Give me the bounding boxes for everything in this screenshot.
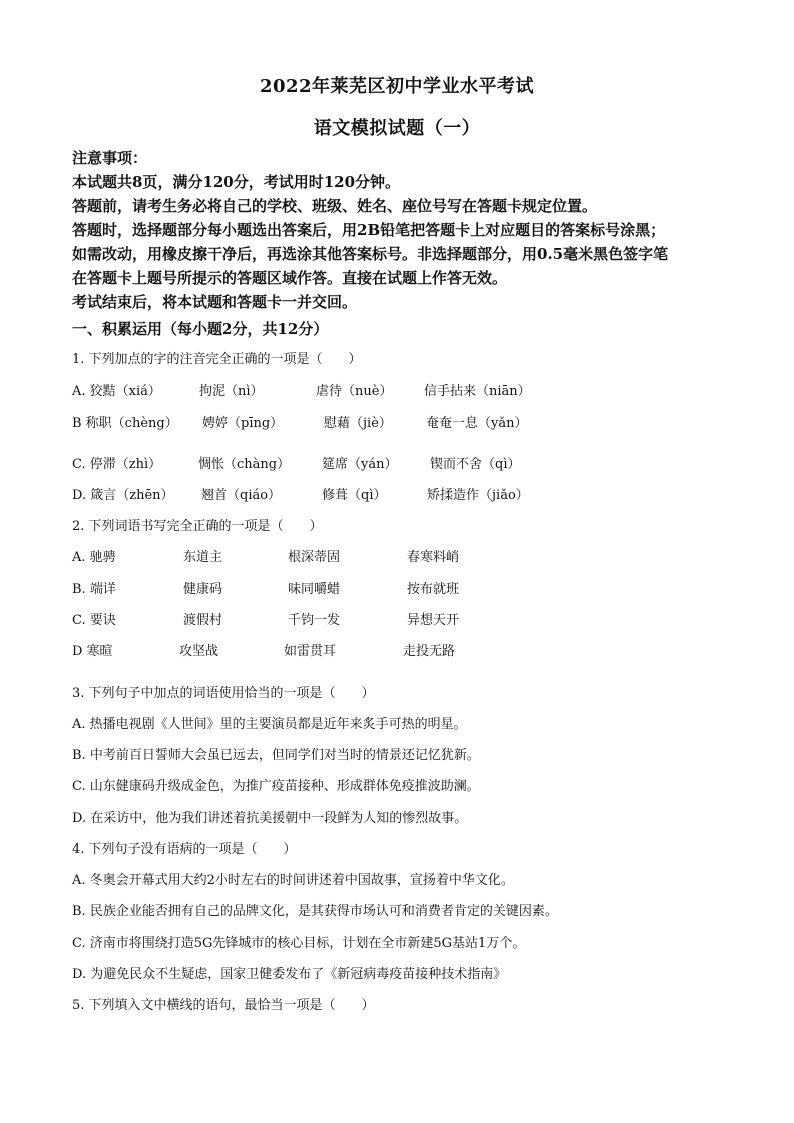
question-2-option-c	[72, 609, 732, 629]
question-2-stem: 2. 下列词语书写完全正确的一项是（ ）	[72, 519, 323, 534]
option-item: D. 箴言（zhēn）	[72, 488, 174, 503]
option-item: 修葺（qì）	[322, 488, 387, 503]
option-item: 矫揉造作（jiǎo）	[427, 488, 529, 503]
option-item: 如雷贯耳	[284, 644, 337, 659]
option-item: 根深蒂固	[288, 550, 341, 565]
option-item: 千钧一发	[288, 613, 341, 628]
option-item: 信手拈来（niān）	[424, 384, 531, 399]
option-item: 拘泥（nì）	[199, 384, 264, 399]
notes-line: 如需改动，用橡皮擦干净后，再选涂其他答案标号。非选择题部分，用0.5毫米黑色签字笔	[72, 245, 669, 263]
notes-line: 考试结束后，将本试题和答题卡一并交回。	[72, 293, 358, 311]
option-item: 渡假村	[183, 613, 223, 628]
option-item: 筵席（yán）	[322, 457, 398, 472]
option-item: C. 停滞（zhì）	[72, 457, 162, 472]
question-3-option-b: B. 中考前百日誓师大会虽已远去，但同学们对当时的情景还记忆犹新。	[72, 748, 480, 763]
question-4-option-a: A. 冬奥会开幕式用大约2小时左右的时间讲述着中国故事，宣扬着中华文化。	[72, 873, 514, 888]
option-item: 奄奄一息（yǎn）	[426, 416, 528, 431]
question-1-option-d	[72, 484, 732, 504]
option-item: 娉婷（pīng）	[202, 416, 284, 431]
option-item: 慰藉（jiè）	[324, 416, 392, 431]
notes-line: 在答题卡上题号所提示的答题区域作答。直接在试题上作答无效。	[72, 269, 508, 287]
notes-line: 答题时，选择题部分每小题选出答案后，用2B铅笔把答题卡上对应题目的答案标号涂黑；	[72, 221, 666, 239]
question-2-option-a	[72, 546, 732, 566]
question-5-stem: 5. 下列填入文中横线的语句，最恰当一项是（ ）	[72, 998, 375, 1013]
option-item: 东道主	[183, 550, 223, 565]
question-3-option-a: A. 热播电视剧《人世间》里的主要演员都是近年来炙手可热的明星。	[72, 717, 467, 732]
question-1-option-c	[72, 453, 732, 473]
question-4-stem: 4. 下列句子没有语病的一项是（ ）	[72, 842, 297, 857]
option-item: 锲而不舍（qì）	[430, 457, 521, 472]
question-1-option-b	[72, 412, 732, 432]
option-item: 惆怅（chàng）	[198, 457, 291, 472]
question-3-option-c: C. 山东健康码升级成金色，为推广疫苗接种、形成群体免疫推波助澜。	[72, 779, 480, 794]
option-item: 按布就班	[407, 582, 460, 597]
question-2-option-d	[72, 640, 732, 660]
question-1-stem: 1. 下列加点的字的注音完全正确的一项是（ ）	[72, 352, 362, 367]
option-item: A. 驰骋	[72, 550, 116, 565]
notes-block	[72, 146, 732, 314]
option-item: 健康码	[183, 582, 223, 597]
notes-line: 本试题共8页，满分120分，考试用时120分钟。	[72, 173, 401, 191]
exam-title: 2022年莱芜区初中学业水平考试	[259, 76, 535, 97]
question-4-option-b: B. 民族企业能否拥有自己的品牌文化，是其获得市场认可和消费者肯定的关键因素。	[72, 904, 558, 919]
option-item: 异想天开	[407, 613, 460, 628]
question-2-option-b	[72, 578, 732, 598]
notes-line: 答题前，请考生务必将自己的学校、班级、姓名、座位号写在答题卡规定位置。	[72, 197, 598, 215]
option-item: B 称职（chèng）	[72, 416, 178, 431]
option-item: 虐待（nuè）	[316, 384, 393, 399]
question-1-option-a	[72, 380, 732, 400]
question-4-option-d: D. 为避免民众不生疑虑，国家卫健委发布了《新冠病毒疫苗接种技术指南》	[72, 967, 507, 982]
option-item: 翘首（qiáo）	[201, 488, 282, 503]
option-item: 走投无路	[403, 644, 456, 659]
option-item: 春寒料峭	[407, 550, 460, 565]
option-item: A. 狡黠（xiá）	[72, 384, 161, 399]
notes-heading: 注意事项：	[72, 149, 148, 167]
option-item: C. 要诀	[72, 613, 116, 628]
option-item: B. 端详	[72, 582, 116, 597]
question-3-option-d: D. 在采访中，他为我们讲述着抗美援朝中一段鲜为人知的惨烈故事。	[72, 811, 468, 826]
question-4-option-c: C. 济南市将围绕打造5G先锋城市的核心目标，计划在全市新建5G基站1万个。	[72, 936, 526, 951]
question-3-stem: 3. 下列句子中加点的词语使用恰当的一项是（ ）	[72, 686, 375, 701]
option-item: 攻坚战	[179, 644, 219, 659]
exam-subtitle: 语文模拟试题（一）	[313, 118, 481, 139]
option-item: 味同嚼蜡	[288, 582, 341, 597]
option-item: D 寒暄	[72, 644, 113, 659]
section-heading: 一、积累运用（每小题2分，共12分）	[72, 320, 329, 338]
